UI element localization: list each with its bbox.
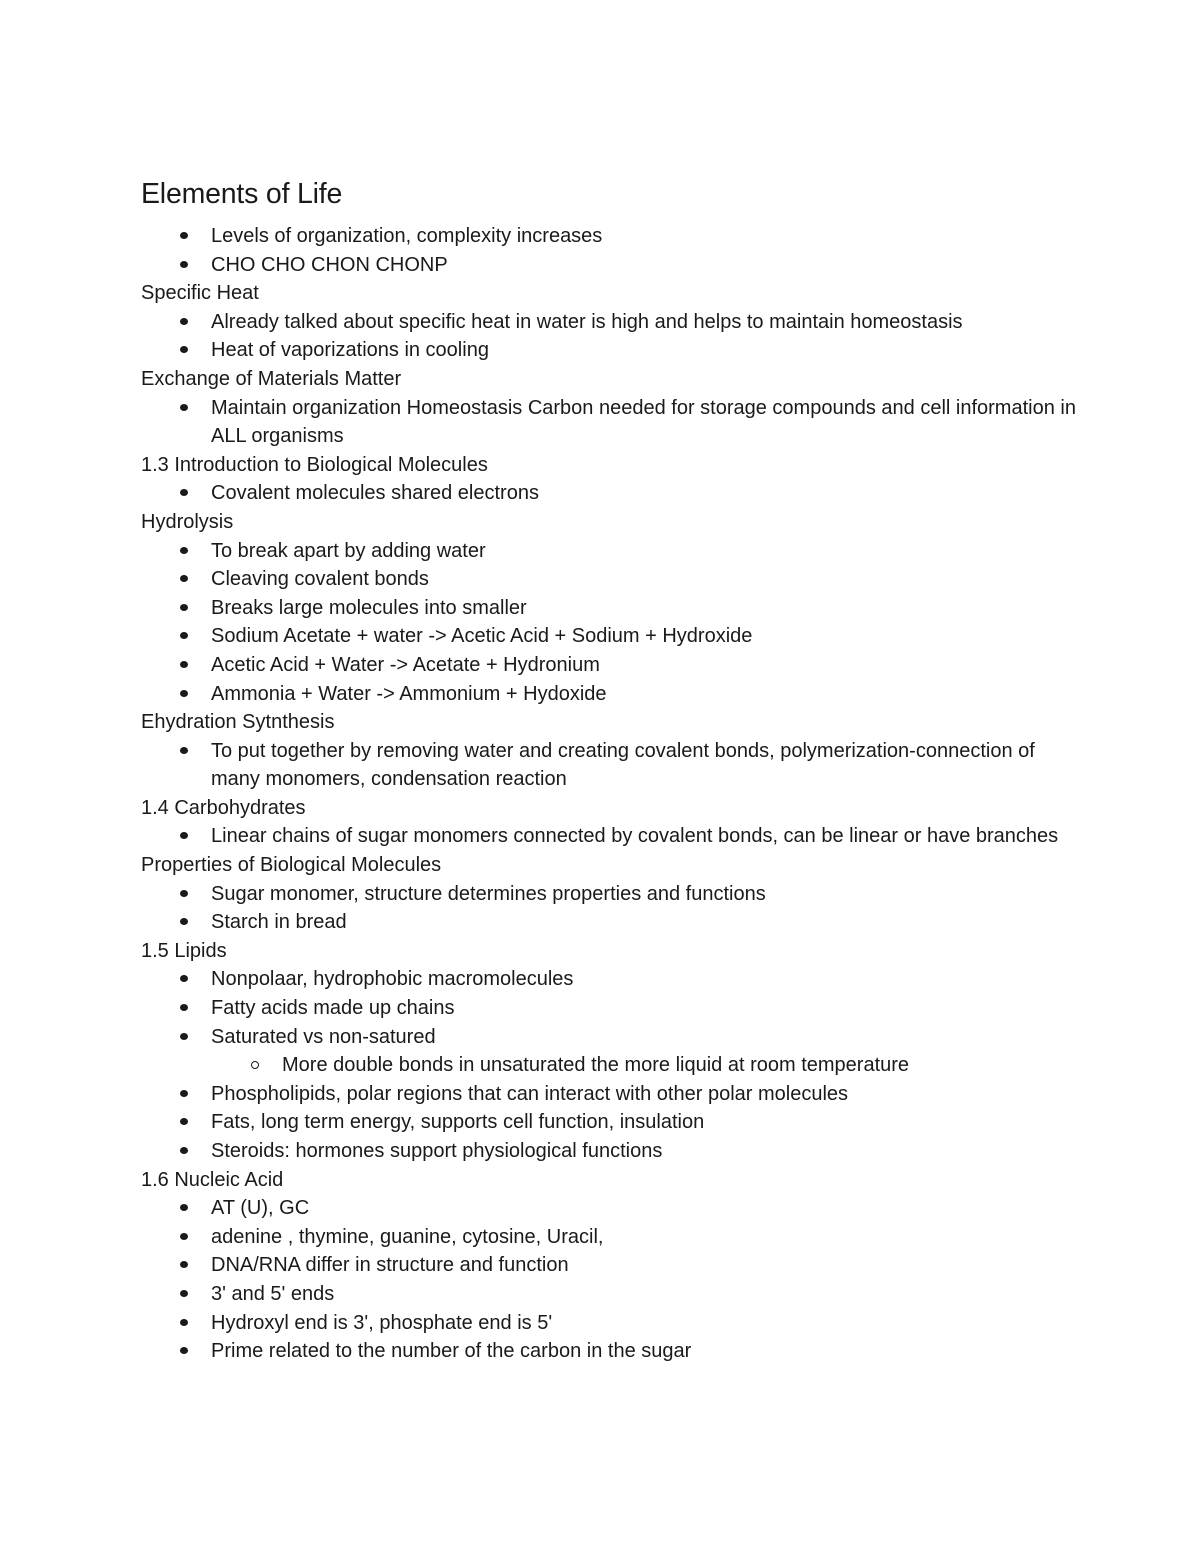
list-item-text: Already talked about specific heat in water is high and helps to maintain homeostasis — [211, 310, 963, 333]
list-item — [141, 651, 1081, 680]
list-item-text: Levels of organization, complexity increases — [211, 225, 603, 247]
bullet-list — [141, 479, 1081, 508]
list-item-text: Phospholipids, polar regions that can interact with other polar molecules — [211, 1082, 849, 1105]
list-item — [141, 1223, 1081, 1252]
list-item-text: Covalent molecules shared electrons — [211, 482, 539, 505]
bullet-list — [141, 822, 1081, 851]
list-item — [141, 222, 1081, 251]
list-item — [141, 594, 1081, 623]
list-item — [141, 622, 1081, 651]
list-item-text: Starch in bread — [211, 911, 347, 934]
list-item-text: Heat of vaporizations in cooling — [211, 339, 489, 362]
bullet-list — [141, 1194, 1081, 1366]
list-item-text: AT (U), GC — [211, 1197, 310, 1220]
list-item-text: Nonpolaar, hydrophobic macromolecules — [211, 968, 574, 991]
bullet-list — [141, 737, 1081, 794]
list-item-text: Cleaving covalent bonds — [211, 568, 429, 591]
list-item — [141, 308, 1081, 337]
list-item-text: Breaks large molecules into smaller — [211, 596, 527, 619]
section-heading: 1.6 Nucleic Acid — [141, 1168, 284, 1191]
list-item — [141, 1251, 1081, 1280]
list-item — [141, 1309, 1081, 1338]
section-heading: Exchange of Materials Matter — [141, 367, 402, 390]
bullet-list — [141, 394, 1081, 451]
list-item — [141, 1108, 1081, 1137]
list-item — [141, 1280, 1081, 1309]
list-item-text: Hydroxyl end is 3', phosphate end is 5' — [211, 1311, 553, 1334]
list-item — [141, 565, 1081, 594]
list-item-text: Sodium Acetate + water -> Acetic Acid + Sodium + Hydroxide — [211, 625, 753, 648]
list-item — [141, 908, 1081, 937]
list-item — [141, 1194, 1081, 1223]
section-heading: 1.5 Lipids — [141, 939, 227, 962]
list-item-text: Steroids: hormones support physiological functions — [211, 1140, 663, 1162]
list-item-text: Linear chains of sugar monomers connected by covalent bonds, can be linear or have branches — [211, 825, 1059, 848]
list-item — [141, 880, 1081, 909]
list-item — [141, 1023, 1081, 1052]
section-heading: 1.3 Introduction to Biological Molecules — [141, 453, 488, 476]
notes-body — [141, 222, 1081, 1366]
list-item — [141, 251, 1081, 280]
list-item-text: Maintain organization Homeostasis Carbon needed for storage compounds and cell information in ALL organisms — [211, 396, 1076, 448]
list-item — [141, 394, 1081, 451]
list-item — [141, 965, 1081, 994]
list-item — [141, 1137, 1081, 1166]
list-item-text: Saturated vs non-satured — [211, 1025, 436, 1048]
list-item — [141, 994, 1081, 1023]
section-heading: Properties of Biological Molecules — [141, 854, 442, 877]
list-item — [141, 479, 1081, 508]
section-heading: Hydrolysis — [141, 510, 234, 533]
list-item — [141, 537, 1081, 566]
list-item-text: Prime related to the number of the carbon in the sugar — [211, 1340, 692, 1363]
list-item-text: DNA/RNA differ in structure and function — [211, 1254, 569, 1277]
sub-bullet-list — [141, 1051, 1081, 1080]
list-item-text: To put together by removing water and creating covalent bonds, polymerization-connection of many monomers, condensation reaction — [211, 739, 1035, 791]
bullet-list — [141, 880, 1081, 937]
list-item — [141, 680, 1081, 709]
list-item-text: Fatty acids made up chains — [211, 997, 455, 1020]
bullet-list — [141, 965, 1081, 1165]
bullet-list — [141, 222, 1081, 279]
list-item — [141, 822, 1081, 851]
list-item-text: CHO CHO CHON CHONP — [211, 253, 448, 276]
document-page — [141, 174, 1081, 1366]
sub-list-item: More double bonds in unsaturated the more liquid at room temperature — [211, 1051, 1081, 1080]
list-item-text: 3' and 5' ends — [211, 1282, 335, 1305]
bullet-list — [141, 537, 1081, 709]
list-item-text: Acetic Acid + Water -> Acetate + Hydronium — [211, 653, 600, 676]
list-item — [141, 336, 1081, 365]
list-item-text: adenine , thymine, guanine, cytosine, Uracil, — [211, 1225, 604, 1248]
list-item-text: Ammonia + Water -> Ammonium + Hydoxide — [211, 682, 607, 705]
list-item — [141, 1080, 1081, 1109]
section-heading: Specific Heat — [141, 282, 259, 305]
bullet-list — [141, 308, 1081, 365]
section-heading: 1.4 Carbohydrates — [141, 796, 306, 819]
list-item-text: To break apart by adding water — [211, 539, 486, 562]
list-item-text: Fats, long term energy, supports cell function, insulation — [211, 1111, 705, 1134]
list-item — [141, 737, 1081, 794]
document-title: Elements of Life — [141, 178, 343, 210]
section-heading: Ehydration Sytnthesis — [141, 711, 335, 734]
list-item — [141, 1337, 1081, 1366]
list-item-text: Sugar monomer, structure determines properties and functions — [211, 882, 766, 905]
